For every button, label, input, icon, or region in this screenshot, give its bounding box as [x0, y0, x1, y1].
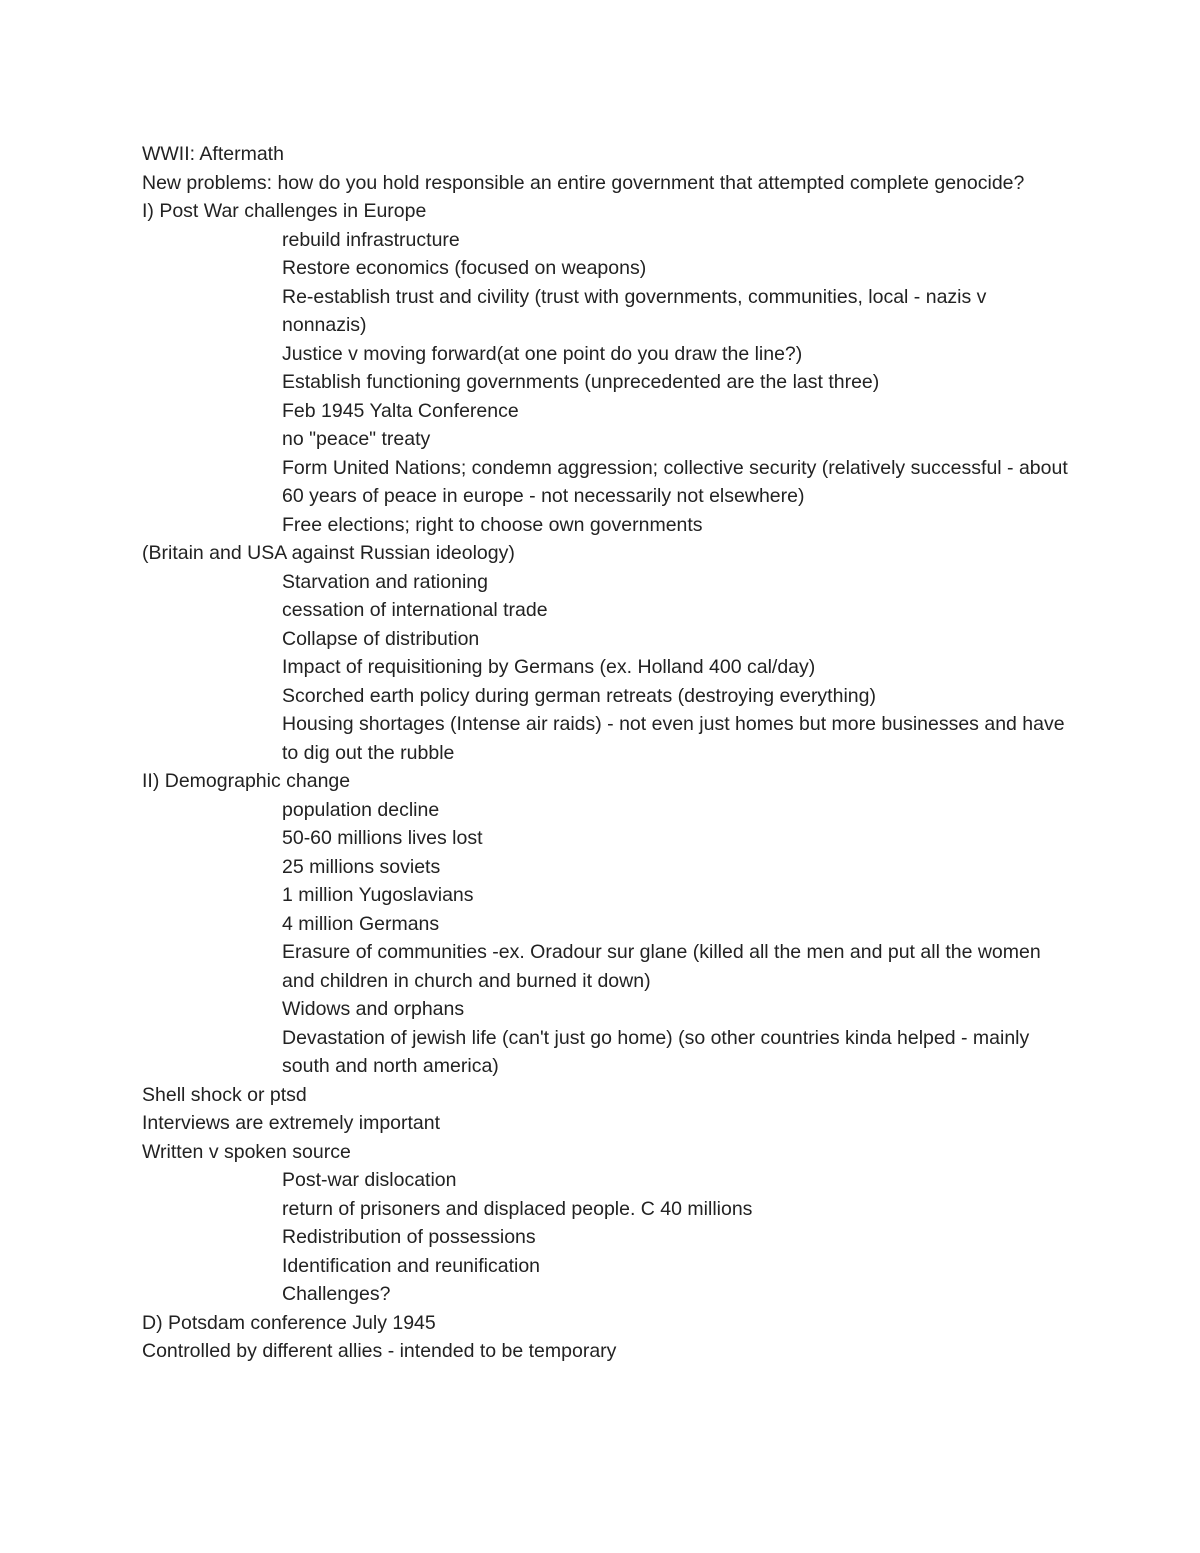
indented-note-line: no "peace" treaty: [282, 428, 431, 450]
indented-note-line: Widows and orphans: [282, 998, 465, 1020]
indented-note-line: Post-war dislocation: [282, 1169, 457, 1191]
indented-note-line: Collapse of distribution: [282, 627, 480, 650]
note-line: (Britain and USA against Russian ideology): [142, 542, 515, 564]
indented-note-line: Redistribution of possessions: [282, 1226, 536, 1248]
note-line: Written v spoken source: [142, 1140, 351, 1163]
indented-note-line: Identification and reunification: [282, 1254, 541, 1277]
note-line: II) Demographic change: [142, 770, 351, 792]
indented-note-line: Housing shortages (Intense air raids) - not even just homes but more businesses and have to dig out the rubble: [282, 713, 1065, 764]
indented-note-line: Impact of requisitioning by Germans (ex. Holland 400 cal/day): [282, 656, 816, 678]
note-line: WWII: Aftermath: [142, 143, 284, 165]
note-line: New problems: how do you hold responsible an entire government that attempted complete genocide?: [142, 171, 1025, 194]
note-line: Shell shock or ptsd: [142, 1083, 307, 1106]
document-body: [142, 140, 1072, 1366]
note-line: D) Potsdam conference July 1945: [142, 1311, 436, 1334]
indented-note-line: Challenges?: [282, 1283, 391, 1305]
note-line: I) Post War challenges in Europe: [142, 200, 427, 222]
indented-note-line: Feb 1945 Yalta Conference: [282, 399, 519, 422]
indented-note-line: cessation of international trade: [282, 599, 548, 621]
indented-note-line: Free elections; right to choose own governments: [282, 513, 703, 536]
indented-note-line: Restore economics (focused on weapons): [282, 257, 647, 279]
indented-note-line: 50-60 millions lives lost: [282, 827, 483, 849]
indented-note-line: Re-establish trust and civility (trust with governments, communities, local - nazis v nonnazis): [282, 285, 987, 336]
indented-note-line: 1 million Yugoslavians: [282, 884, 474, 906]
indented-note-line: Erasure of communities -ex. Oradour sur glane (killed all the men and put all the women and children in church and burned it down): [282, 941, 1041, 992]
indented-note-line: 4 million Germans: [282, 912, 440, 935]
note-line: Interviews are extremely important: [142, 1112, 441, 1134]
indented-note-line: Justice v moving forward(at one point do you draw the line?): [282, 342, 803, 365]
indented-note-line: Establish functioning governments (unprecedented are the last three): [282, 371, 880, 393]
indented-note-line: 25 millions soviets: [282, 855, 441, 878]
indented-note-line: return of prisoners and displaced people. C 40 millions: [282, 1197, 753, 1220]
note-line: Controlled by different allies - intended to be temporary: [142, 1340, 617, 1362]
indented-note-line: population decline: [282, 798, 440, 821]
indented-note-line: Scorched earth policy during german retreats (destroying everything): [282, 684, 876, 707]
indented-note-line: Form United Nations; condemn aggression; collective security (relatively successful - about 60 years of peace in europe - not necessarily not elsewhere): [282, 456, 1068, 507]
indented-note-line: Starvation and rationing: [282, 570, 488, 593]
indented-note-line: rebuild infrastructure: [282, 228, 460, 251]
indented-note-line: Devastation of jewish life (can't just go home) (so other countries kinda helped - mainly south and north america): [282, 1026, 1030, 1077]
